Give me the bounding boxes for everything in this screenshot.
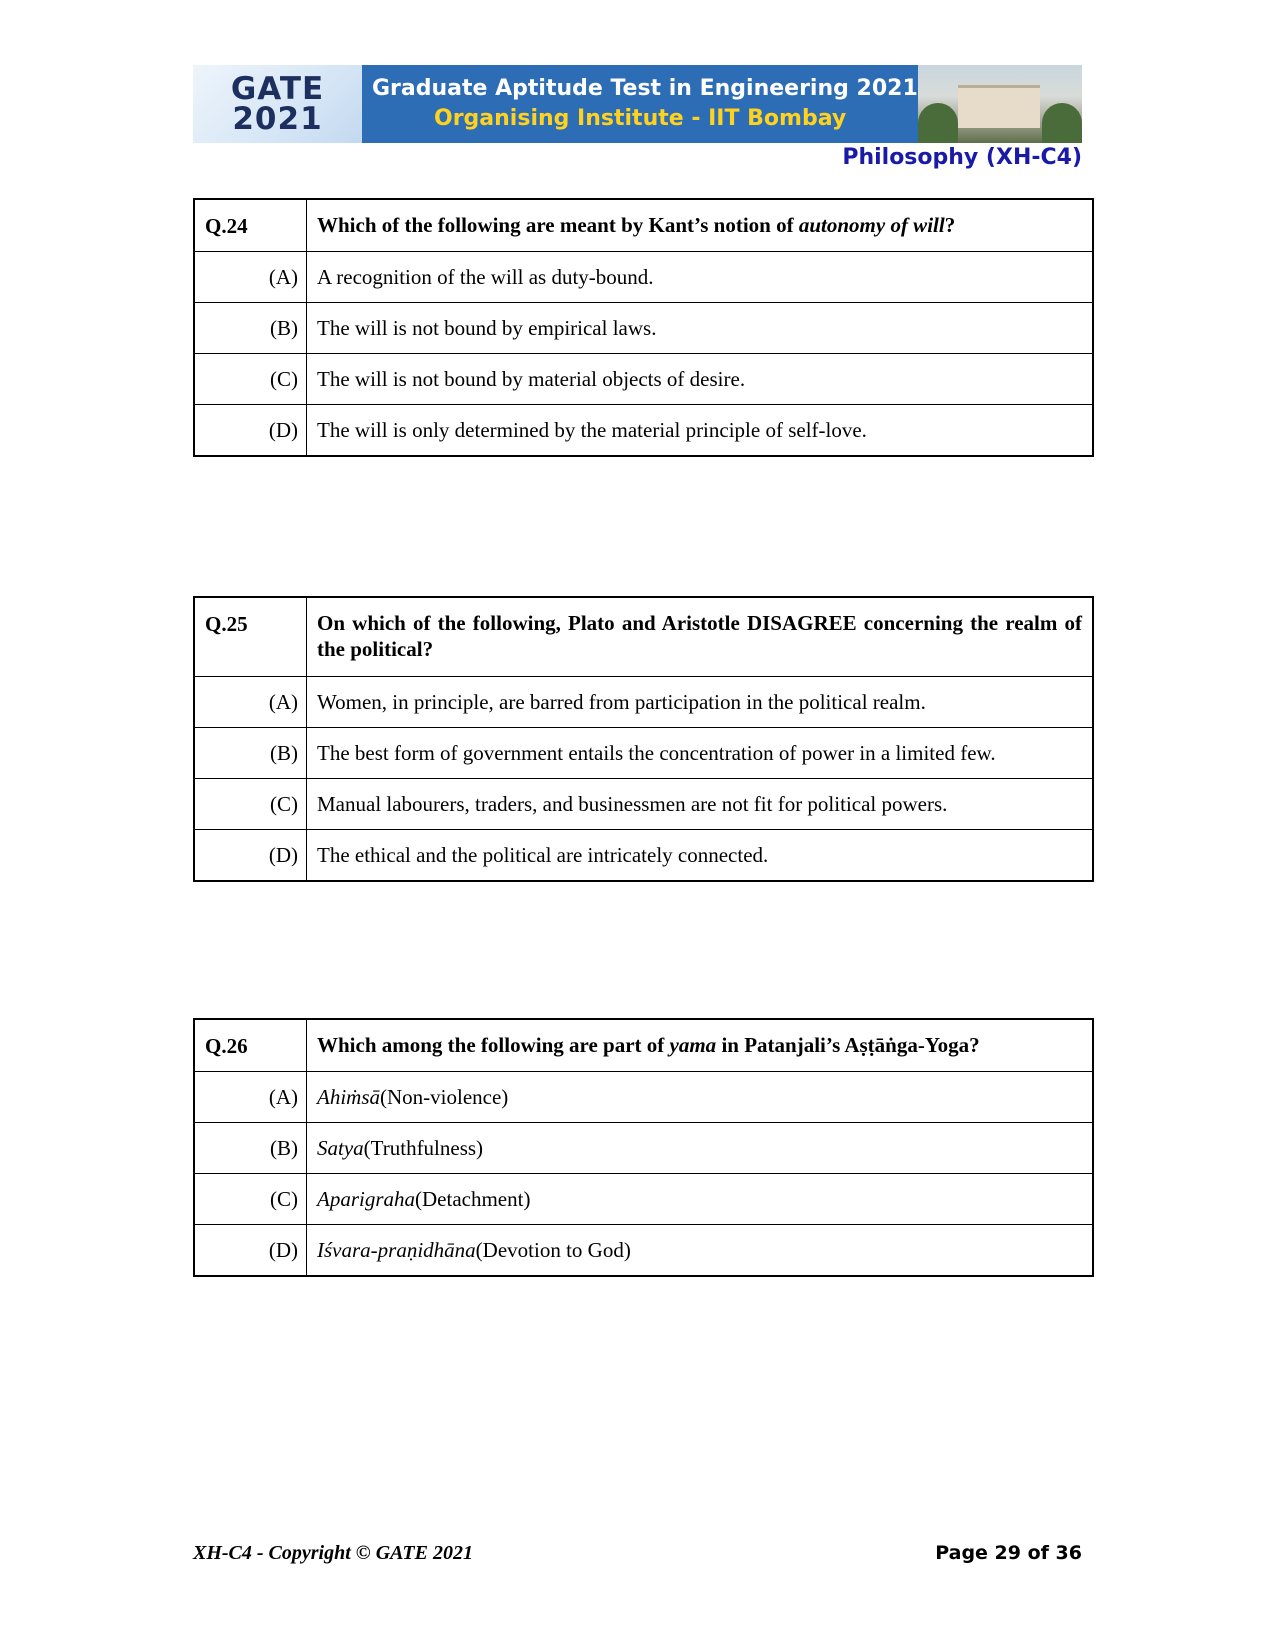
option-row-a [195, 251, 1092, 302]
banner-title-box [362, 65, 918, 143]
option-label: (A) [195, 677, 307, 727]
option-text: The best form of government entails the concentration of power in a limited few. [317, 741, 996, 765]
question-stem [307, 1020, 1092, 1071]
option-row-d [195, 829, 1092, 880]
gate-logo [193, 65, 362, 143]
photo-tree-right [1042, 103, 1082, 143]
option-row-b [195, 302, 1092, 353]
question-row [195, 200, 1092, 251]
option-text: Iśvara-praṇidhāna (Devotion to God) [317, 1238, 631, 1262]
option-text: The ethical and the political are intricately connected. [317, 843, 769, 867]
header-banner [193, 65, 1082, 143]
banner-title: Graduate Aptitude Test in Engineering 2021 [372, 76, 918, 101]
option-row-a [195, 1071, 1092, 1122]
option-text: Women, in principle, are barred from participation in the political realm. [317, 690, 926, 714]
option-label: (D) [195, 830, 307, 880]
footer-copyright: XH-C4 - Copyright © GATE 2021 [193, 1542, 473, 1564]
option-label: (B) [195, 303, 307, 353]
option-text: The will is not bound by empirical laws. [317, 316, 657, 340]
option-text: Manual labourers, traders, and businessmen are not fit for political powers. [317, 792, 948, 816]
option-label: (B) [195, 728, 307, 778]
question-number: Q.24 [195, 200, 307, 251]
option-row-d [195, 404, 1092, 455]
question-stem [307, 200, 1092, 251]
question-stem-text: Which among the following are part of yama in Patanjali’s Aṣṭāṅga-Yoga? [317, 1033, 980, 1057]
option-label: (D) [195, 405, 307, 455]
option-label: (D) [195, 1225, 307, 1275]
question-table-25 [193, 596, 1094, 882]
institute-photo [918, 65, 1082, 143]
option-row-c [195, 1173, 1092, 1224]
photo-tree-left [918, 103, 958, 143]
option-row-b [195, 1122, 1092, 1173]
option-text: The will is not bound by material objects of desire. [317, 367, 746, 391]
option-label: (C) [195, 1174, 307, 1224]
logo-text-gate: GATE [230, 71, 325, 107]
option-row-c [195, 353, 1092, 404]
option-row-c [195, 778, 1092, 829]
subject-title: Philosophy (XH-C4) [842, 145, 1082, 170]
option-row-d [195, 1224, 1092, 1275]
question-stem [307, 598, 1092, 676]
question-number: Q.25 [195, 598, 307, 676]
question-stem-text: On which of the following, Plato and Aristotle DISAGREE concerning the realm of the political? [317, 611, 1082, 661]
option-text: A recognition of the will as duty-bound. [317, 265, 654, 289]
option-text: Aparigraha (Detachment) [317, 1187, 531, 1211]
option-label: (C) [195, 779, 307, 829]
banner-subtitle: Organising Institute - IIT Bombay [434, 106, 847, 131]
option-row-a [195, 676, 1092, 727]
option-text: Satya (Truthfulness) [317, 1136, 484, 1160]
option-label: (A) [195, 1072, 307, 1122]
option-row-b [195, 727, 1092, 778]
question-row [195, 598, 1092, 676]
option-label: (B) [195, 1123, 307, 1173]
question-number: Q.26 [195, 1020, 307, 1071]
question-table-26 [193, 1018, 1094, 1277]
option-text: The will is only determined by the material principle of self-love. [317, 418, 867, 442]
option-label: (C) [195, 354, 307, 404]
question-stem-text: Which of the following are meant by Kant’s notion of autonomy of will? [317, 213, 956, 237]
logo-text-year: 2021 [232, 101, 323, 137]
option-label: (A) [195, 252, 307, 302]
question-table-24 [193, 198, 1094, 457]
question-row [195, 1020, 1092, 1071]
footer-page-number: Page 29 of 36 [935, 1542, 1082, 1564]
option-text: Ahiṁsā (Non-violence) [317, 1085, 509, 1109]
photo-building [958, 85, 1040, 128]
